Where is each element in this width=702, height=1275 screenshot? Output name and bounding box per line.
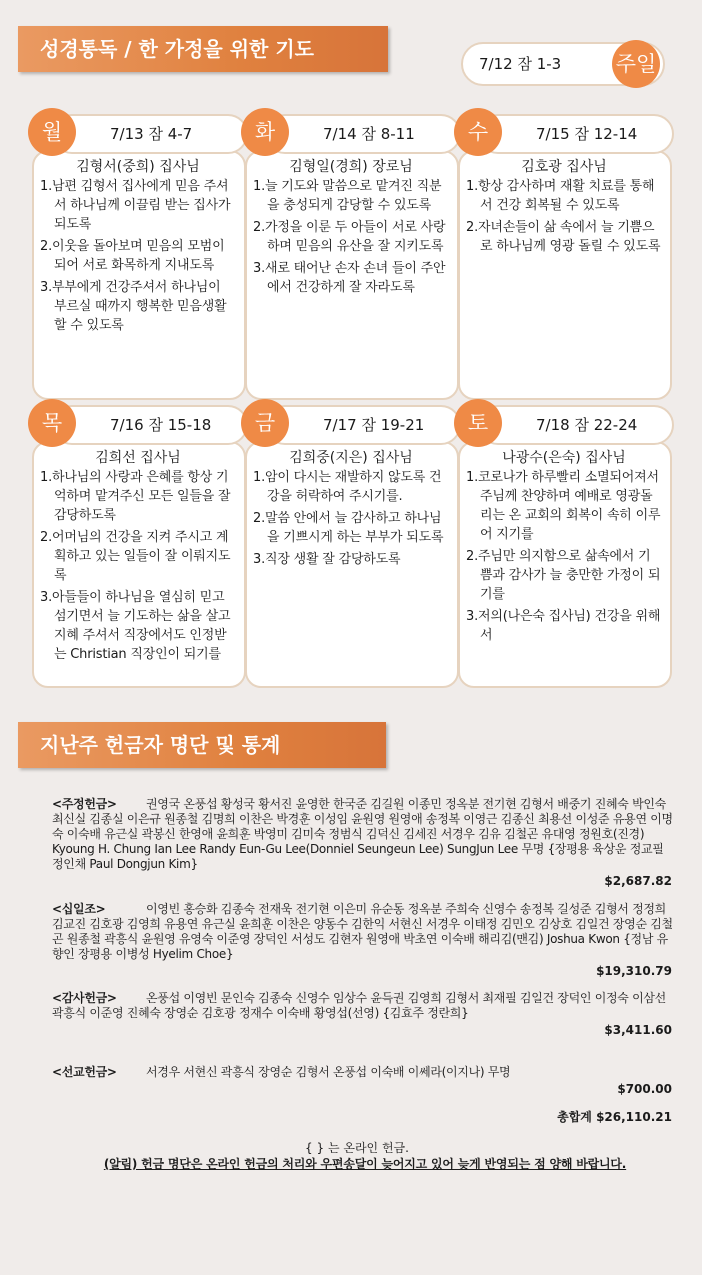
notice-text: (알림) 헌금 명단은 온라인 헌금의 처리와 우편송달이 늦어지고 있어 늦게 반영되는 점 양해 바랍니다. xyxy=(103,1157,627,1171)
sunday-reading-ref: 7/12 잠 1-3 xyxy=(479,55,562,73)
prayer-item: 1.하나님의 사랑과 은혜를 항상 기억하며 맡겨주신 모든 일들을 잘 감당하도록 xyxy=(40,470,231,523)
prayer-section-title: 성경통독 / 한 가정을 위한 기도 xyxy=(40,37,314,61)
reading-ref: 7/13 잠 4-7 xyxy=(110,125,193,143)
offering-total: $3,411.60 xyxy=(604,1023,672,1037)
reading-pill xyxy=(265,114,461,154)
grand-total: 총합계 $26,110.21 xyxy=(557,1110,672,1124)
sunday-day-badge: 주일 xyxy=(612,40,660,88)
reading-pill xyxy=(265,405,461,445)
prayer-item: 1.늘 기도와 말씀으로 맡겨진 직분을 충성되게 감당할 수 있도록 xyxy=(253,179,442,213)
offering-names: 서경우 서현신 곽흥식 장영순 김형서 온풍섭 이숙배 이쎄라(이지나) 무명 xyxy=(146,1065,511,1079)
offering-names: 권영국 온풍섭 황성국 황서진 윤영한 한국준 김길원 이종민 정옥분 전기현 김형서 배중기 진혜숙 박인숙 최신실 김종실 이은규 원종철 김명희 이찬은 박경훈 이성임 윤원영 원영애 송정복 이영근 김종신 최용선 이성준 유용연 이명숙 이숙배 유근실 곽봉신 한영애 윤희훈 박영미 김미숙 정범식 김덕신 김세진 서경우 김유 김철곤 유대영 정원호(진경) Kyoung H. Chung Ian Lee Randy Eun-Gu Lee(Donniel Seungeun Lee) SungJun Lee 무명 {장평용 육상운 정교필 정인채 Paul Dongjun Kim} xyxy=(52,797,673,871)
day-badge: 토 xyxy=(454,399,502,447)
prayer-item: 3.부부에게 건강주셔서 하나님이 부르실 때까지 행복한 믿음생활 할 수 있도록 xyxy=(40,280,227,333)
offering-total: $19,310.79 xyxy=(596,964,672,978)
reading-ref: 7/18 잠 22-24 xyxy=(536,416,638,434)
reading-ref: 7/15 잠 12-14 xyxy=(536,125,638,143)
prayer-card-body xyxy=(32,441,246,688)
offering-tithe xyxy=(52,902,678,979)
prayer-item: 2.주님만 의지함으로 삶속에서 기쁨과 감사가 늘 충만한 가정이 되기를 xyxy=(466,549,661,602)
family-name: 김희선 집사님 xyxy=(95,450,181,466)
reading-ref: 7/14 잠 8-11 xyxy=(323,125,415,143)
prayer-card-body xyxy=(245,150,459,400)
prayer-item: 3.직장 생활 잘 감당하도록 xyxy=(253,552,401,567)
family-name: 나광수(은숙) 집사님 xyxy=(502,450,626,466)
day-badge: 화 xyxy=(241,108,289,156)
prayer-card-body xyxy=(458,150,672,400)
offering-label: <주정헌금> xyxy=(52,797,117,811)
prayer-item: 2.어머님의 건강을 지켜 주시고 계획하고 있는 일들이 잘 이뤄지도록 xyxy=(40,530,231,583)
prayer-item: 1.암이 다시는 재발하지 않도록 건강을 허락하여 주시기를. xyxy=(253,470,442,504)
prayer-section-banner xyxy=(18,26,388,72)
offering-section-banner xyxy=(18,722,386,768)
offering-tithe-weekly xyxy=(52,797,678,889)
prayer-item: 1.남편 김형서 집사에게 믿음 주셔서 하나님께 이끌림 받는 집사가 되도록 xyxy=(40,179,231,232)
prayer-item: 2.이웃을 돌아보며 믿음의 모범이 되어 서로 화목하게 지내도록 xyxy=(40,239,225,273)
reading-pill xyxy=(478,405,674,445)
offering-total: $2,687.82 xyxy=(604,874,672,888)
day-badge: 목 xyxy=(28,399,76,447)
reading-ref: 7/17 잠 19-21 xyxy=(323,416,425,434)
prayer-item: 2.가정을 이룬 두 아들이 서로 사랑하며 믿음의 유산을 잘 지키도록 xyxy=(253,220,446,254)
reading-pill xyxy=(52,405,248,445)
day-badge: 금 xyxy=(241,399,289,447)
offering-label: <선교헌금> xyxy=(52,1065,117,1079)
offering-names: 온풍섭 이영빈 문인숙 김종숙 신영수 임상수 윤득권 김영희 김형서 최재필 김일건 장덕인 이정숙 이삼선 곽흥식 이준영 진혜숙 장영순 김호광 정재수 이숙배 황영섭(선영) {김효주 정란희} xyxy=(52,991,666,1020)
reading-pill xyxy=(478,114,674,154)
family-name: 김희중(지은) 집사님 xyxy=(289,450,413,466)
prayer-item: 3.저의(나은숙 집사님) 건강을 위해서 xyxy=(466,609,661,643)
offering-total: $700.00 xyxy=(617,1082,672,1096)
reading-ref: 7/16 잠 15-18 xyxy=(110,416,212,434)
prayer-card-body xyxy=(32,150,246,400)
offering-names: 이영빈 홍승화 김종숙 전재욱 전기현 이은미 유순동 정옥분 주희숙 신영수 송정복 길성준 김형서 정정희 김교진 김호광 김영희 유용연 유근실 윤희훈 이찬은 양동수 김한익 서현신 서경우 이태정 김민오 김상호 김일건 장영순 김철곤 원종철 곽흥식 윤원영 유영숙 이준영 장덕인 서성도 김현자 원영애 박초연 이숙배 해리김(맨김) Joshua Kwon {정남 유향인 장평용 이병성 Hyelim Choe} xyxy=(52,902,673,961)
prayer-item: 3.새로 태어난 손자 손녀 들이 주안에서 건강하게 잘 자라도록 xyxy=(253,261,446,295)
day-badge: 수 xyxy=(454,108,502,156)
family-name: 김호광 집사님 xyxy=(521,159,607,175)
prayer-item: 2.말씀 안에서 늘 감사하고 하나님을 기쁘시게 하는 부부가 되도록 xyxy=(253,511,444,545)
prayer-item: 1.코로나가 하루빨리 소멸되어져서 주님께 찬양하며 예배로 영광돌리는 온 교회의 회복이 속히 이루어 지기를 xyxy=(466,470,661,542)
prayer-card-body xyxy=(458,441,672,688)
offering-section-title: 지난주 헌금자 명단 및 통계 xyxy=(40,733,281,757)
sunday-reading xyxy=(461,42,665,86)
offering-label: <십일조> xyxy=(52,902,106,916)
family-name: 김형서(중희) 집사님 xyxy=(76,159,200,175)
offering-label: <감사헌금> xyxy=(52,991,117,1005)
prayer-card-body xyxy=(245,441,459,688)
online-note: { } 는 온라인 헌금. xyxy=(305,1141,409,1155)
prayer-item: 1.항상 감사하며 재활 치료를 통해서 건강 회복될 수 있도록 xyxy=(466,179,655,213)
prayer-item: 2.자녀손들이 삶 속에서 늘 기쁨으로 하나님께 영광 돌릴 수 있도록 xyxy=(466,220,661,254)
reading-pill xyxy=(52,114,248,154)
prayer-item: 3.아들들이 하나님을 열심히 믿고 섬기면서 늘 기도하는 삶을 살고 지혜 주셔서 직장에서도 인정받는 Christian 직장인이 되기를 xyxy=(40,590,231,662)
offering-thanksgiving xyxy=(52,991,678,1038)
offering-mission xyxy=(52,1065,678,1097)
family-name: 김형일(경희) 장로님 xyxy=(289,159,413,175)
day-badge: 월 xyxy=(28,108,76,156)
